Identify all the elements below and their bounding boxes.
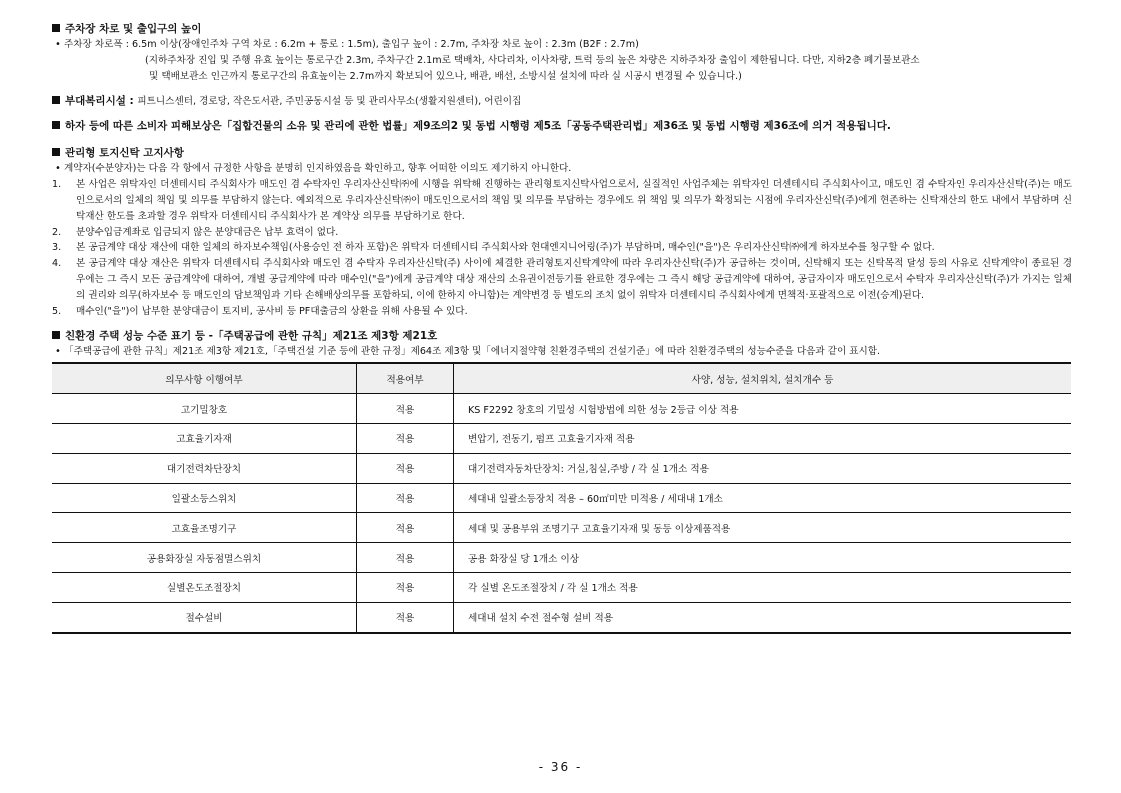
table-cell: 일괄소등스위치 [52, 483, 357, 513]
table-row [52, 543, 1071, 573]
column-header: 사양, 성능, 설치위치, 설치개수 등 [454, 363, 1072, 394]
square-bullet-icon [52, 331, 60, 339]
trust-heading: 관리형 토지신탁 고지사항 [52, 146, 1072, 161]
table-cell: 세대 및 공용부위 조명기구 고효율기자재 및 동등 이상제품적용 [454, 513, 1072, 543]
eco-section [52, 329, 1072, 633]
trust-section [52, 146, 1072, 319]
parking-section [52, 22, 1072, 84]
defect-notice-section [52, 119, 1072, 134]
table-cell: 적용 [357, 543, 454, 573]
table-row [52, 423, 1071, 453]
eco-intro: • 「주택공급에 관한 규칙」제21조 제3항 제21호,「주택건설 기준 등에 관한 규정」제64조 제3항 및「에너지절약형 친환경주택의 건설기준」에 따라 친환경주택의 성능수준을 다음과 같이 표시함. [52, 344, 1072, 360]
table-cell: 적용 [357, 453, 454, 483]
table-cell: 적용 [357, 513, 454, 543]
parking-note-2: 및 택배보관소 인근까지 통로구간의 유효높이는 2.7m까지 확보되어 있으나, 배관, 배선, 소방시설 설치에 따라 실 시공시 변경될 수 있습니다.) [149, 70, 742, 82]
table-cell: 공용 화장실 당 1개소 이상 [454, 543, 1072, 573]
table-row [52, 483, 1071, 513]
table-cell: 대기전력자동차단장치: 거실,침실,주방 / 각 실 1개소 적용 [454, 453, 1072, 483]
facilities-heading: 부대복리시설 : [65, 95, 138, 108]
dot-bullet-icon: • [55, 39, 61, 50]
list-item: 3. 본 공급계약 대상 재산에 대한 일체의 하자보수책임(사용승인 전 하자 포함)은 위탁자 더센테시티 주식회사와 현대엔지니어링(주)가 부담하며, 매수인("을")은 우리자산신탁㈜에게 하자보수를 청구할 수 없다. [52, 242, 935, 254]
square-bullet-icon [52, 121, 60, 129]
table-row [52, 513, 1071, 543]
dot-bullet-icon: • [55, 163, 61, 175]
table-cell: 적용 [357, 423, 454, 453]
document-page [52, 22, 1072, 634]
table-cell: 공용화장실 자동점멸스위치 [52, 543, 357, 573]
facilities-section [52, 94, 1072, 109]
table-cell: 고효율기자재 [52, 423, 357, 453]
table-row [52, 394, 1071, 424]
table-cell: 각 실별 온도조절장치 / 각 실 1개소 적용 [454, 572, 1072, 602]
table-cell: 절수설비 [52, 602, 357, 632]
table-cell: 적용 [357, 572, 454, 602]
table-cell: 실별온도조절장치 [52, 572, 357, 602]
table-cell: KS F2292 창호의 기밀성 시험방법에 의한 성능 2등급 이상 적용 [454, 394, 1072, 424]
table-cell: 적용 [357, 394, 454, 424]
table-cell: 변압기, 전동기, 펌프 고효율기자재 적용 [454, 423, 1072, 453]
square-bullet-icon [52, 148, 60, 156]
trust-intro: • 계약자(수분양자)는 다음 각 항에서 규정한 사항을 분명히 인지하였음을 확인하고, 향후 어떠한 이의도 제기하지 아니한다. [52, 161, 1072, 177]
defect-notice-text: 하자 등에 따른 소비자 피해보상은「집합건물의 소유 및 관리에 관한 법률」제9조의2 및 동법 시행령 제5조「공동주택관리법」제36조 및 동법 시행령 제36조에 의거 적용됩니다. [65, 120, 891, 133]
dot-bullet-icon: • [55, 346, 61, 358]
list-item: 5. 매수인("을")이 납부한 분양대금이 토지비, 공사비 등 PF대출금의 상환을 위해 사용될 수 있다. [52, 305, 468, 317]
square-bullet-icon [52, 24, 60, 32]
page-number: - 36 - [538, 760, 583, 774]
table-cell: 대기전력차단장치 [52, 453, 357, 483]
list-item: 4. 본 공급계약 대상 재산은 위탁자 더센테시티 주식회사와 매도인 겸 수탁자 우리자산신탁(주) 사이에 체결한 관리형토지신탁계약에 따라 우리자산신탁(주)가 공급하는 것이며, 신탁해지 또는 신탁목적 달성 등의 사유로 신탁계약이 종료된 경우에는 그 즉시 모든 공급계약에 대하여, 개별 공급계약에 따라 매수인("을")에게 공급계약 대상 재산의 소유권이전등기를 완료한 경우에는 그 즉시 해당 공급계약에 대하여, 공급자이자 매도인으로서 수탁자 우리자산신탁(주)가 가지는 일체의 권리와 의무(하자보수 등 매도인의 담보책임과 기타 손해배상의무를 포함하되, 이에 한하지 아니함)는 계약변경 등 별도의 조치 없이 위탁자 더센테시티 주식회사에게 면책적·포괄적으로 이전(승계)된다. [52, 258, 1072, 301]
square-bullet-icon [52, 96, 60, 104]
table-cell: 고기밀창호 [52, 394, 357, 424]
list-item: 2. 분양수입금계좌로 입금되지 않은 분양대금은 납부 효력이 없다. [52, 226, 339, 238]
eco-heading: 친환경 주택 성능 수준 표기 등 -「주택공급에 관한 규칙」제21조 제3항 제21호 [52, 329, 1072, 344]
trust-list [52, 177, 1072, 319]
column-header: 의무사항 이행여부 [52, 363, 357, 394]
parking-note-1: (지하주차장 진입 및 주행 유효 높이는 통로구간 2.3m, 주차구간 2.1m로 택배차, 사다리차, 이사차량, 트럭 등의 높은 차량은 지하주차장 출입이 제한됩니다. 다만, 지하2층 폐기물보관소 [145, 54, 920, 66]
parking-line: • 주차장 차로폭 : 6.5m 이상(장애인주차 구역 차로 : 6.2m + 통로 : 1.5m), 출입구 높이 : 2.7m, 주차장 차로 높이 : 2.3m (B2F : 2.7m) [52, 37, 1072, 53]
table-cell: 세대내 설치 수전 절수형 설비 적용 [454, 602, 1072, 632]
table-cell: 세대내 일괄소등장치 적용 – 60㎡미만 미적용 / 세대내 1개소 [454, 483, 1072, 513]
table-cell: 적용 [357, 483, 454, 513]
column-header: 적용여부 [357, 363, 454, 394]
table-row [52, 453, 1071, 483]
table-row [52, 572, 1071, 602]
table-cell: 고효율조명기구 [52, 513, 357, 543]
list-item: 1. 본 사업은 위탁자인 더센테시티 주식회사가 매도인 겸 수탁자인 우리자산신탁㈜에 시행을 위탁해 진행하는 관리형토지신탁사업으로서, 실질적인 사업주체는 위탁자인 더센테시티 주식회사이고, 매도인 겸 수탁자인 우리자산신탁(주)는 매도인으로서의 일체의 책임 및 의무를 부담하지 않는다. 예외적으로 우리자산신탁㈜이 매도인으로서의 책임 및 의무를 부담하는 경우에도 위 책임 및 의무가 확정되는 시점에 우리자산신탁(주)에게 현존하는 신탁재산의 한도 내에서 부담하며 신탁재산 한도를 초과할 경우 위탁자 더센테시티 주식회사가 본 계약상 의무를 부담하기로 한다. [52, 179, 1072, 222]
facilities-text: 피트니스센터, 경로당, 작은도서관, 주민공동시설 등 및 관리사무소(생활지원센터), 어린이집 [137, 96, 522, 108]
parking-heading: 주차장 차로 및 출입구의 높이 [52, 22, 1072, 37]
table-header-row [52, 363, 1071, 394]
eco-performance-table [52, 362, 1071, 633]
table-cell: 적용 [357, 602, 454, 632]
table-row [52, 602, 1071, 632]
